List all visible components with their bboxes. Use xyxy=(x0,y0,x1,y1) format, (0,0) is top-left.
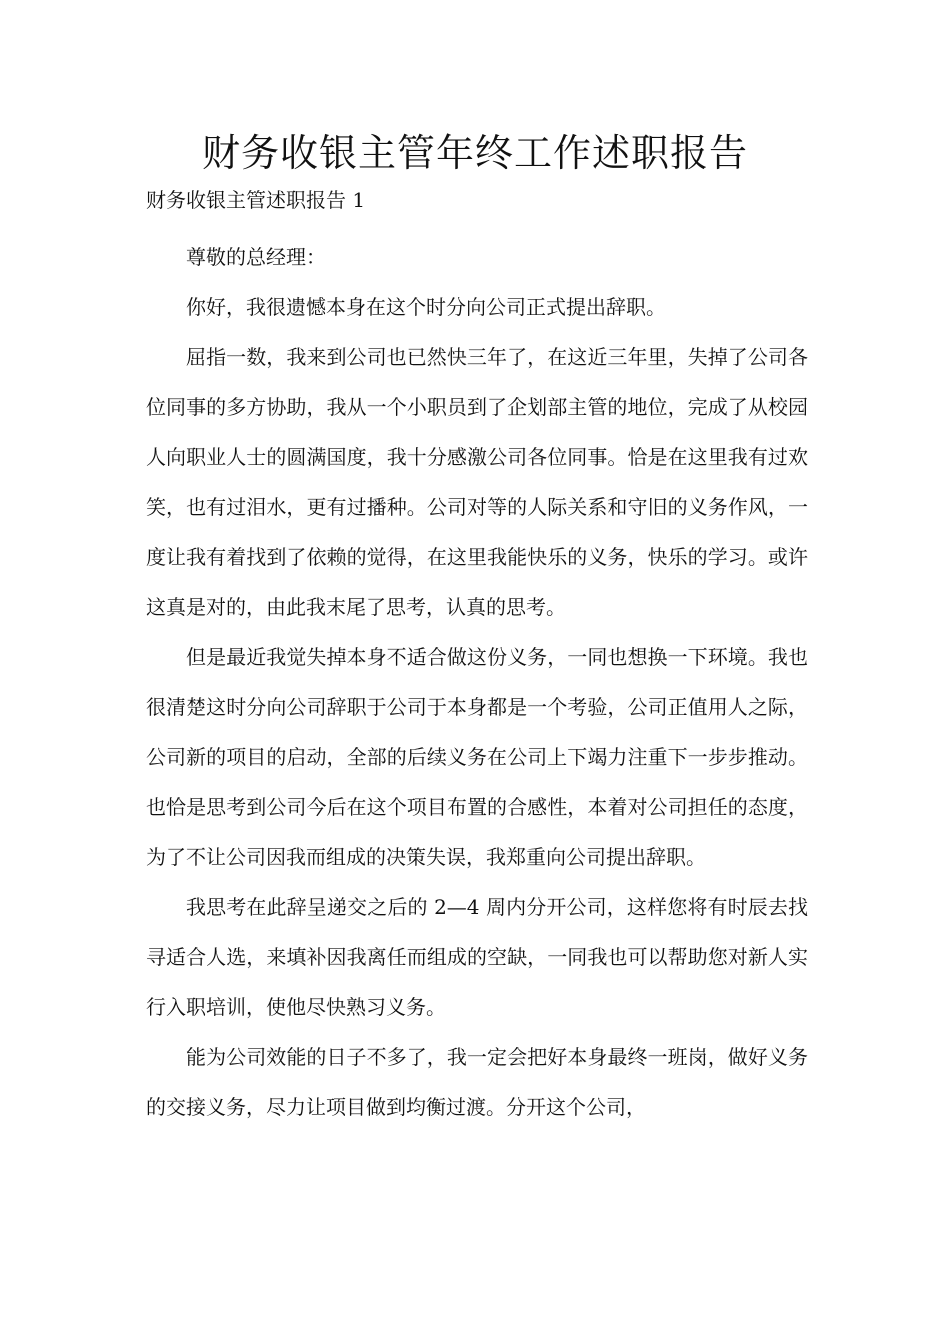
paragraph-salutation: 尊敬的总经理： xyxy=(186,245,326,269)
paragraph-reason: 但是最近我觉失掉本身不适合做这份义务，一同也想换一下环境。我也很清楚这时分向公司辞职于公司于本身都是一个考验，公司正值用人之际，公司新的项目的启动，全部的后续义务在公司上下竭力注重下一步步推动。也恰是思考到公司今后在这个项目布置的合感性，本着对公司担任的态度，为了不让公司因我而组成的决策失误，我郑重向公司提出辞职。 xyxy=(146,645,808,869)
paragraph-reflection: 屈指一数，我来到公司也已然快三年了，在这近三年里，失掉了公司各位同事的多方协助，我从一个小职员到了企划部主管的地位，完成了从校园人向职业人士的圆满国度，我十分感激公司各位同事。恰是在这里我有过欢笑，也有过泪水，更有过播种。公司对等的人际关系和守旧的义务作风，一度让我有着找到了依赖的觉得，在这里我能快乐的义务，快乐的学习。或许这真是对的，由此我末尾了思考，认真的思考。 xyxy=(146,345,808,619)
section-subtitle: 财务收银主管述职报告 1 xyxy=(146,188,366,212)
paragraph-closing: 能为公司效能的日子不多了，我一定会把好本身最终一班岗，做好义务的交接义务，尽力让项目做到均衡过渡。分开这个公司， xyxy=(146,1045,808,1119)
paragraph-greeting: 你好，我很遗憾本身在这个时分向公司正式提出辞职。 xyxy=(186,295,666,319)
page-title: 财务收银主管年终工作述职报告 xyxy=(201,131,748,175)
document-body xyxy=(146,232,808,1132)
paragraph-transition-plan: 我思考在此辞呈递交之后的 2—4 周内分开公司，这样您将有时辰去找寻适合人选，来填补因我离任而组成的空缺，一同我也可以帮助您对新人实行入职培训，使他尽快熟习义务。 xyxy=(146,895,808,1019)
